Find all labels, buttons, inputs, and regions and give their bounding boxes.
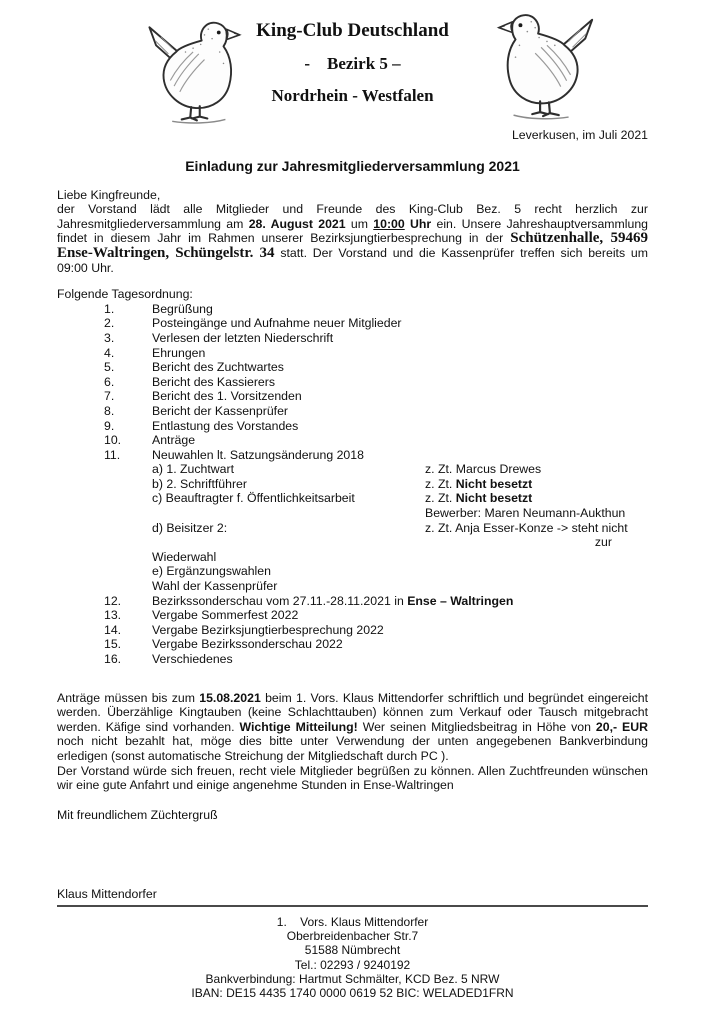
agenda-subitem-position: d) Beisitzer 2: [152,520,228,535]
text-run: Anträge [152,433,196,448]
text-run: z. Zt. [425,491,456,506]
text-run: Verlesen der letzten Niederschrift [152,330,334,345]
agenda-item-number: 8. [104,403,115,418]
text-run: Neuwahlen lt. Satzungsänderung 2018 [152,447,364,462]
agenda-item [57,594,648,609]
signature-name: Klaus Mittendorfer [57,887,157,901]
agenda-item-number: 4. [104,345,115,360]
text-run: noch nicht bezahlt hat, möge dies bitte unter Verwendung der unten angegebenen Bankverbindung erledigen (sonst automatische Streichung der Mitgliedschaft durch PC ). [57,734,648,763]
agenda-item-number: 13. [104,608,122,623]
footer-line: Bankverbindung: Hartmut Schmälter, KCD Bez. 5 NRW [205,971,500,986]
agenda-subitem-position: Wiederwahl [152,549,217,564]
text-run: Verschiedenes [152,652,233,666]
agenda-subitem-position: Wahl der Kassenprüfer [152,579,278,594]
agenda-item-text [152,360,648,375]
text-run: Bericht der Kassenprüfer [152,403,289,418]
agenda-item-number: 2. [104,316,115,331]
text-run: um [345,216,374,231]
agenda-item-text [152,652,648,667]
text-run: statt. Der Vorstand und die Kassenprüfer treffen sich bereits um 09:00 Uhr. [57,245,648,275]
text-run: Ehrungen [152,345,206,360]
text-run: z. Zt. [425,476,456,491]
agenda-item-text [152,448,648,463]
agenda-subitem-holder [425,506,648,521]
text-run: z. Zt. Marcus Drewes [425,462,542,477]
agenda-item-text [152,316,648,331]
farewell-paragraph [57,764,648,793]
text-run: Bewerber: Maren Neumann-Aukthun [425,506,626,521]
agenda-item [57,389,648,404]
text-run: Posteingänge und Aufnahme neuer Mitglieder [152,316,402,331]
text-run: z. Zt. Anja Esser-Konze -> steht nicht [425,520,628,535]
text-run: Vergabe Sommerfest 2022 [152,608,299,623]
club-region: Nordrhein - Westfalen [271,86,434,105]
text-run: Wichtige Mitteilung! [239,719,358,734]
text-run: 20,- EUR [595,719,648,734]
agenda-subitem [152,491,648,506]
text-run: Der Vorstand würde sich freuen, recht viele Mitglieder begrüßen zu können. Allen Zuchtfreunden wünschen wir eine gute Anfahrt und einige angenehme Stunden in Ense-Waltringen [57,763,648,793]
agenda-subitem-position: b) 2. Schriftführer [152,476,247,491]
agenda-subitem [152,564,648,579]
agenda-item-text [152,389,648,404]
agenda-item-text [152,637,648,652]
dateline: Leverkusen, im Juli 2021 [511,128,648,142]
agenda-item-text [152,419,648,434]
footer-line: Tel.: 02293 / 9240192 [294,957,411,972]
footer-line: 51588 Nümbrecht [304,943,401,958]
agenda-subitem-position: a) 1. Zuchtwart [152,462,235,477]
agenda-subitem-holder [425,579,648,594]
salutation: Liebe Kingfreunde, [57,187,161,202]
agenda-item-number: 1. [104,301,115,316]
agenda-item [57,316,648,331]
text-run: Vergabe Bezirksjungtierbesprechung 2022 [152,622,384,637]
text-run: ein. Unsere Jahreshauptversammlung findet in diesem Jahr im Rahmen unserer Bezirksjungtierbesprechung in der [57,216,649,246]
agenda-item-number: 6. [104,374,115,389]
agenda-item-number: 3. [104,330,115,345]
footer-line: IBAN: DE15 4435 1740 0000 0619 52 BIC: WELADED1FRN [191,986,514,1001]
text-run: Bezirkssonderschau vom 27.11.-28.11.2021 in [152,593,408,608]
text-run: Ense – Waltringen [407,593,514,608]
agenda-item-text [152,346,648,361]
agenda-subitem [152,550,648,565]
agenda-subitem-position: e) Ergänzungswahlen [152,564,271,579]
text-run: Uhr [410,216,432,231]
agenda-subitem [152,477,648,492]
agenda-item [57,448,648,463]
agenda-subitem-holder [425,477,648,492]
intro-paragraph [57,202,648,275]
agenda-item-text [152,331,648,346]
agenda-item-text [152,608,648,623]
text-run: Entlastung des Vorstandes [152,418,299,433]
agenda-subitem [152,535,648,550]
agenda-item-text [152,623,648,638]
footer-contact [57,915,648,1000]
text-run: 28. August 2021 [248,216,346,231]
agenda-item-number: 15. [104,637,122,652]
footer-line: Oberbreidenbacher Str.7 [286,929,419,944]
text-run: zur [594,535,612,550]
text-run: Bericht des Kassierers [152,374,276,389]
text-run: Nicht besetzt [455,476,533,491]
agenda-item [57,623,648,638]
agenda-item [57,419,648,434]
text-run: Anträge müssen bis zum [57,690,200,705]
agenda-subitem [152,521,648,536]
footer-line: 1. Vors. Klaus Mittendorfer [276,915,429,929]
agenda-subitem [152,462,648,477]
agenda-subitem-holder [425,491,648,506]
agenda-subitem-position [152,535,425,550]
document-title: Einladung zur Jahresmitgliederversammlung 2021 [185,157,520,174]
agenda-item [57,404,648,419]
agenda-item [57,302,648,317]
text-run: Schützenhalle, 59469 Ense-Waltringen, Schüngelstr. 34 [57,230,648,261]
club-district: - Bezirk 5 – [304,54,401,73]
agenda-subitem [152,579,648,594]
club-name: King-Club Deutschland [256,20,449,41]
agenda-item [57,637,648,652]
agenda-subitem-holder [425,564,648,579]
agenda-item-number: 16. [104,652,122,666]
text-run: der Vorstand lädt alle Mitglieder und Freunde des King-Club Bez. 5 recht herzlich zur Jahresmitgliederversammlung am [57,202,648,231]
agenda-item-number: 10. [104,433,122,448]
text-run: Wer seinen Mitgliedsbeitrag in Höhe von [357,719,596,734]
agenda-item-number: 5. [104,360,115,375]
text-run: 10:00 [373,216,405,231]
footer-divider [57,905,648,907]
agenda-item-number: 14. [104,622,122,637]
agenda-item [57,360,648,375]
agenda-item-text [152,594,648,609]
agenda-subitem-holder [425,521,648,536]
agenda-item-text [152,375,648,390]
text-run: Vergabe Bezirkssonderschau 2022 [152,637,343,652]
text-run: 15.08.2021 [199,690,261,705]
agenda-item [57,331,648,346]
agenda-subitem [152,506,648,521]
text-run: Begrüßung [152,301,213,316]
agenda-item-number: 12. [104,593,122,608]
closing-salute: Mit freundlichem Züchtergruß [57,807,218,822]
agenda-item-text [152,302,648,317]
agenda-item [57,652,648,667]
agenda-item [57,433,648,448]
notes-paragraph [57,691,648,764]
agenda-item [57,608,648,623]
club-header [57,0,648,106]
agenda-list [57,302,648,667]
agenda-item [57,375,648,390]
agenda-item-text [152,404,648,419]
agenda-subitem-holder [425,535,648,550]
text-run: Bericht des Zuchtwartes [152,360,284,375]
agenda-subitem-position [152,506,425,521]
agenda-subitem-position: c) Beauftragter f. Öffentlichkeitsarbeit [152,491,355,506]
text-run: Nicht besetzt [455,491,533,506]
text-run: beim 1. Vors. Klaus Mittendorfer schriftlich und begründet eingereicht werden. Überzählige Kingtauben (keine Schlachttauben) können zum Verkauf oder Tausch mitgebracht werden. Käfige sind vorhanden. [57,690,648,734]
agenda-item-text [152,433,648,448]
agenda-subitem-holder [425,462,648,477]
agenda-item-number: 7. [104,389,115,404]
agenda-item-number: 9. [104,418,115,433]
agenda-item-number: 11. [104,447,121,462]
text-run: Bericht des 1. Vorsitzenden [152,389,302,404]
agenda-subitem-holder [425,550,648,565]
agenda-heading: Folgende Tagesordnung: [57,287,193,302]
agenda-item [57,346,648,361]
